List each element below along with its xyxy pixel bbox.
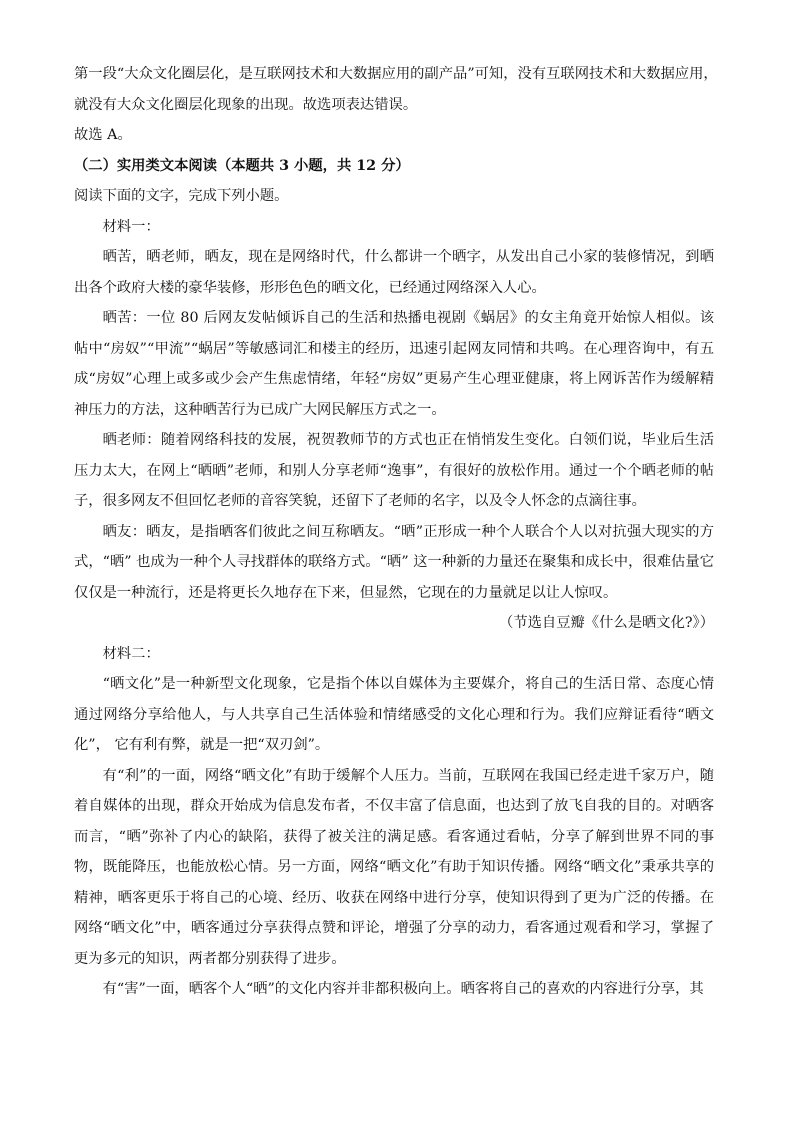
material-1-label: 材料一： [102, 218, 160, 235]
material-2-paragraph-2: 有“利”的一面，网络“晒文化”有助于缓解个人压力。当前，互联网在我国已经走进千家万户，随着自媒体的出现，群众开始成为信息发布者，不仅丰富了信息面，也达到了放飞自我的目的。对晒客而言，“晒”弥补了内心的缺陷，获得了被关注的满足感。看客通过看帖，分享了解到世界不同的事物，既能降压，也能放松心情。另一方面，网络“晒文化”有助于知识传播。网络“晒文化”秉承共享的精神，晒客更乐于将自己的心境、经历、收获在网络中进行分享，使知识得到了更为广泛的传播。在网络“晒文化”中，晒客通过分享获得点赞和评论，增强了分享的动力，看客通过观看和学习，掌握了更为多元的知识，两者都分别获得了进步。 [74, 767, 714, 967]
material-1-source: （节选自豆瓣《什么是晒文化?》） [499, 615, 714, 631]
section-heading: （二）实用类文本阅读（本题共 3 小题，共 12 分） [74, 157, 410, 174]
material-2-label: 材料二： [102, 645, 160, 662]
intro-line-1: 第一段“大众文化圈层化，是互联网技术和大数据应用的副产品”可知，没有互联网技术和大数据应用， [74, 66, 718, 82]
material-1-paragraph-3: 晒老师：随着网络科技的发展，祝贺教师节的方式也正在悄悄发生变化。白领们说，毕业后生活压力太大，在网上“晒晒”老师，和别人分享老师“逸事”，有很好的放松作用。通过一个个晒老师的帖子，很多网友不但回忆老师的音容笑貌，还留下了老师的名字，以及令人怀念的点滴往事。 [74, 432, 714, 509]
material-1-paragraph-1: 晒苦，晒老师，晒友，现在是网络时代，什么都讲一个晒字，从发出自己小家的装修情况，到晒出各个政府大楼的豪华装修，形形色色的晒文化，已经通过网络深入人心。 [74, 249, 714, 296]
material-1-paragraph-2: 晒苦：一位 80 后网友发帖倾诉自己的生活和热播电视剧《蜗居》的女主角竟开始惊人相似。该帖中“房奴”“甲流”“蜗居”等敏感词汇和楼主的经历，迅速引起网友同情和共鸣。在心理咨询中，有五成“房奴”心理上或多或少会产生焦虑情绪，年轻“房奴”更易产生心理亚健康，将上网诉苦作为缓解精神压力的方法，这种晒苦行为已成广大网民解压方式之一。 [74, 310, 714, 418]
section-instruction: 阅读下面的文字，完成下列小题。 [74, 188, 289, 204]
material-1-paragraph-4: 晒友：晒友，是指晒客们彼此之间互称晒友。“晒”正形成一种个人联合个人以对抗强大现实的方式，“晒” 也成为一种个人寻找群体的联络方式。“晒” 这一种新的力量还在聚集和成长中，很难估量它仅仅是一种流行，还是将更长久地存在下来，但显然，它现在的力量就足以让人惊叹。 [74, 523, 714, 601]
material-2-paragraph-1: “晒文化”是一种新型文化现象，它是指个体以自媒体为主要媒介，将自己的生活日常、态度心情通过网络分享给他人，与人共享自己生活体验和情绪感受的文化心理和行为。我们应辩证看待“晒文化”， 它有利有弊，就是一把“双刃剑”。 [74, 676, 714, 753]
material-2-paragraph-3: 有“害”一面，晒客个人“晒”的文化内容并非都积极向上。晒客将自己的喜欢的内容进行分享，其 [102, 981, 704, 997]
answer-line: 故选 A。 [74, 127, 132, 143]
intro-line-2: 就没有大众文化圈层化现象的出现。故选项表达错误。 [74, 96, 418, 113]
